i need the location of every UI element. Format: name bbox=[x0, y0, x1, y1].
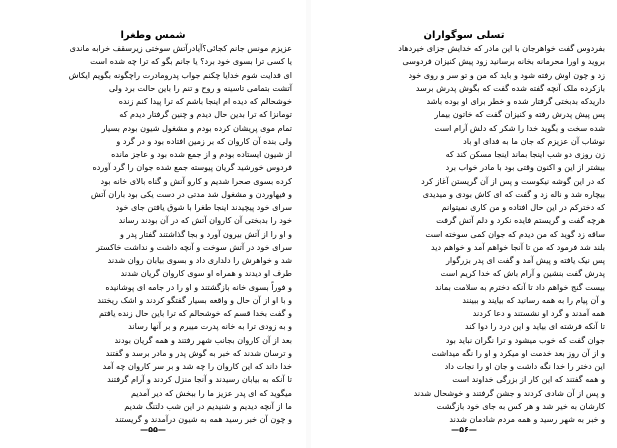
text-line: داریدکه بدبختی گرفتار شده و خطر برای او بوده باشد bbox=[426, 96, 605, 106]
text-line: و فیهاوردن و مشغول شد مدتی در دست یکی بود باران آتش bbox=[90, 188, 292, 199]
text-line: میگوید که ای پدر عزیز ما را ببخش که دیر آمدیم bbox=[130, 387, 292, 398]
page-number: —۵۶— bbox=[451, 425, 477, 434]
text-line: و با او از آن حال و واقعه بسیار گفتگو کردند و اشک ریختند bbox=[97, 294, 292, 305]
text-line: خدا داند که این کاروان را چه شد و بر سر کاروان چه آمد bbox=[102, 361, 292, 371]
text-line: و از آن روز بعد خدمت او میکرد و او را نگه میداشت bbox=[431, 347, 605, 358]
text-line: تومانزا که ترا بدین حال دیدم و چنین گرفتار دیدم که bbox=[119, 109, 292, 120]
text-line: هرچه گفت و گریستم فایده نکرد و دلم آتش گرفت bbox=[436, 215, 605, 226]
text-line: تا آنکه به بیابان رسیدند و آنجا منزل کردند و آرام گرفتند bbox=[107, 374, 292, 385]
text-line: آتشت بتمامی تاسینه و روح و تنم را باین حالت برد ولی bbox=[108, 82, 292, 93]
text-line: و پس از آن شادی کردند و جشن گرفتند و خوشحال شدند bbox=[413, 387, 605, 398]
text-line: همه آمدند و گرد او نشستند و دعا کردند bbox=[472, 308, 605, 318]
text-line: ولی بنده آن کاروان که بر زمین افتاده بود و در گرد و bbox=[116, 135, 292, 146]
text-line: بعد از آن کاروان بجانب شهر رفتند و همه گریان بودند bbox=[114, 334, 292, 345]
text-line: و گفت بخدا قسم که خوشحالم که ترا باین حال زنده یافتم bbox=[99, 308, 292, 318]
text-line: و آن پیام را به همه رسانید که بیایند و ببینند bbox=[462, 294, 605, 305]
text-line: کارشان به خیر شد و هر کس به جای خود بازگشت bbox=[436, 400, 605, 411]
text-line: و او را از آتش بیرون آورد و بجا گذاشتند گفتار پدر و bbox=[120, 228, 292, 239]
text-line: یا کسی ترا بسوی خود برد؟ یا جانم بگو که ترا چه شده است bbox=[90, 56, 292, 67]
text-line: زد و چون اوش رفته شود و باید که من و تو سر و روی خود bbox=[408, 69, 605, 80]
text-line: از شیون ایستاده بودم و از جمع شده بود و عاجز مانده bbox=[111, 149, 292, 159]
text-line: و همه گفتند که این کار از بزرگی خداوند است bbox=[452, 374, 605, 385]
text-line: عزیزم مونس جانم کجائی؟آیادرآتش سوختی زیرسقف خرابه ماندی bbox=[69, 43, 292, 53]
text-line: بیست گنج خواهم داد تا آنکه دخترم به سلامت بماند bbox=[434, 281, 605, 292]
text-line: و فوراً بسوی خانه بازگشتند و او را در جامه ای پوشانیده bbox=[105, 281, 292, 292]
text-line: و به زودی ترا به خانه پدرت میبرم و بر آنها رساند bbox=[128, 321, 292, 332]
text-line: ای فدایت شوم خدایا چکنم جواب پدرومادرت راچگونه بگویم ایکاش bbox=[68, 69, 292, 80]
text-line: و خبر به شهر رسید و همه مردم شادمان شدند bbox=[449, 414, 605, 424]
text-line: خود را بدبختی آن کاروان آتش که در آن بودند رساند bbox=[118, 215, 292, 226]
text-line: و چون آن خبر رسید همه به شیون درآمدند و گریستند bbox=[114, 414, 292, 424]
text-line: شد و خواهرش را دلداری داد و بسوی بیابان روان شدند bbox=[107, 255, 292, 265]
text-line: ما از آنچه دیدیم و شنیدیم در این شب دلتنگ شدیم bbox=[124, 400, 292, 411]
text-line: بیشتر از این و اکنون وقتی بود با مادر خواب برد bbox=[445, 162, 605, 173]
text-line: بازکرده ملک آنچه گفته شده گفت که بگوش پدرش برسد bbox=[415, 82, 605, 93]
text-line: شده سخت و بگوید خدا را شکر که دلش آرام است bbox=[434, 122, 605, 133]
text-line: تمام موی پریشان کرده بودم و مشغول شیون بودم بسیار bbox=[101, 122, 292, 133]
page-number: —۵۵— bbox=[140, 425, 166, 434]
text-line: بروید و اورا محرمانه بخانه برسانید زود پیش کنیزان فردوسی bbox=[402, 56, 605, 67]
text-line: پس نیک یافته و پیش آمد و گفت ای پدر بزرگوار bbox=[446, 255, 605, 265]
text-line: پدرش گفت بنشین و آرام باش که خدا کریم است bbox=[440, 268, 605, 279]
text-line: جوان گفت که خوب میشود و ترا نگران نباید بود bbox=[445, 334, 605, 345]
text-line: پس پیش پدرش رفته و کنیزان گفت که خاتون بیمار bbox=[434, 109, 605, 120]
left-page bbox=[0, 0, 306, 448]
text-line: خوشحالم که دیده ام اینجا باشم که ترا پیدا کنم زنده bbox=[118, 96, 292, 106]
text-line: این دختر را خدا نگه داشت و جان او را نجات داد bbox=[444, 361, 605, 371]
text-line: سرای خود پیچیدند اینجا طغرا با شوق یافتن جای خود bbox=[115, 202, 292, 212]
text-line: بیچاره شد و ناله زد و گفت که ای کاش بودی و میدیدی bbox=[422, 188, 605, 199]
text-line: بفردوس گفت خواهرجان با این مادر که خدایش جزای خیردهاد bbox=[398, 43, 605, 53]
page-body bbox=[333, 42, 605, 424]
page-body bbox=[24, 42, 292, 424]
text-line: و ترسان شدند که خبر به گوش پدر و مادر برسد و گفتند bbox=[105, 347, 292, 358]
text-line: نوشاب آن عزیزم که جان ما به فدای او باد bbox=[463, 135, 605, 146]
text-line: زن روزی دو شب اینجا بماند اینجا مسکن کند که bbox=[445, 149, 605, 159]
text-line: کرده بسوی صحرا شدیم و کارو آتش و گناه بالای خانه بود bbox=[100, 175, 292, 186]
text-line: طرف او دیدند و همراه او سوی کاروان گریان شدند bbox=[120, 268, 292, 279]
chapter-title: تسلی سوگواران bbox=[423, 30, 505, 41]
text-line: که دخترکم در این حال افتاده و من کاری نمیتوانم bbox=[441, 202, 605, 212]
text-line: فردوس خورشید گریان پیوسته جمع شده جوان را گرد آورده bbox=[92, 162, 292, 173]
text-line: بلند شد فرمود که من تا آنجا خواهم آمد و خواهم دید bbox=[430, 241, 605, 252]
text-line: تا آنکه فرشته ای بیاید و این درد را دوا کند bbox=[464, 321, 605, 332]
text-line: سرای خود در آتش سوخت و آنچه داشت و نداشت خاکستر bbox=[96, 241, 292, 252]
chapter-title: شمس وطغرا bbox=[120, 30, 186, 41]
right-page bbox=[311, 0, 617, 448]
text-line: که در این گوشه نیکوست و پس از آن گریستن آغاز کرد bbox=[421, 175, 605, 186]
text-line: ساقه زد گوید که من دیدم که جوان کمی سوخته است bbox=[425, 228, 605, 239]
